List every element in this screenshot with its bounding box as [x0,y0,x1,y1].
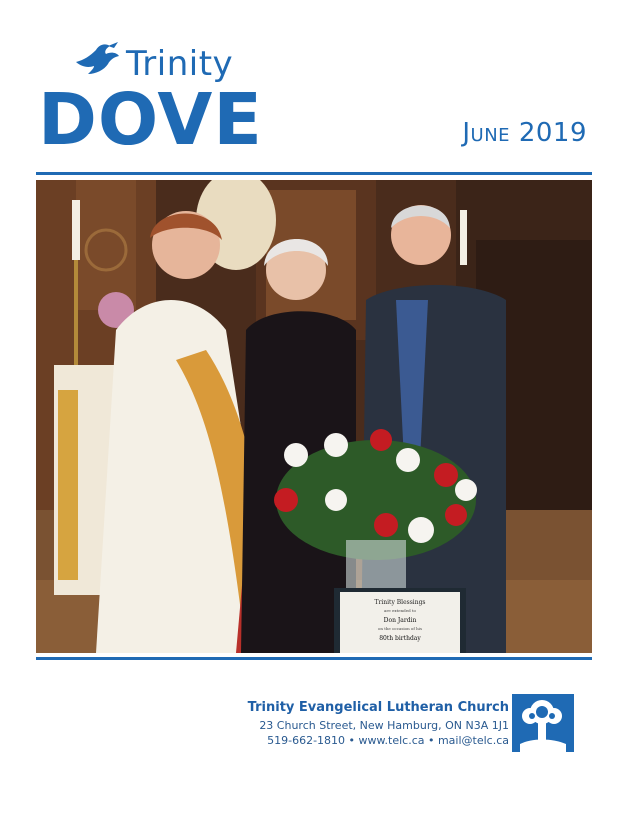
issue-date: June 2019 [462,118,587,148]
brand-title-large: DOVE [38,78,263,161]
masthead [0,0,625,175]
church-address: 23 Church Street, New Hamburg, ON N3A 1J1 [259,719,509,732]
cover-photo [36,180,592,653]
certificate-heading: Trinity Blessings [374,599,426,606]
certificate-line1: are extended to [384,608,416,613]
cover-photo-illustration [36,180,592,653]
brand-title-small: Trinity [126,44,234,84]
bottom-divider [36,657,592,660]
dove-icon [74,40,120,80]
church-contact: 519-662-1810 • www.telc.ca • mail@telc.ca [267,734,509,747]
footer [0,690,625,770]
top-divider [36,172,592,175]
church-tree-logo-icon [512,694,574,752]
certificate-line2: on the occasion of his [377,626,423,631]
church-name: Trinity Evangelical Lutheran Church [247,700,509,715]
certificate-name: Don Jardin [383,617,417,624]
certificate-event: 80th birthday [379,635,421,642]
